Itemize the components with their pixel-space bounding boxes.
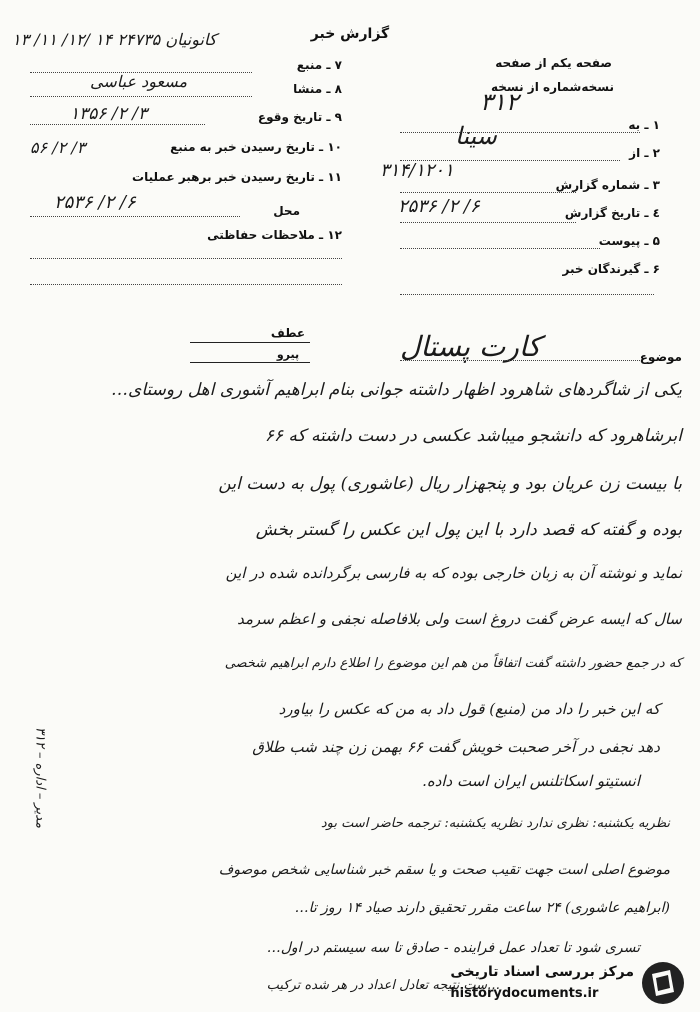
field-5-line [400,248,600,249]
body-line: که این خبر را داد من (منبع) قول داد به من که عکس را بیاورد [278,700,660,718]
body-line: یکی از شاگردهای شاهرود اظهار داشته جوانی بنام ابراهیم آشوری اهل روستای… [111,380,682,400]
field-8-line [30,96,252,97]
field-9-value: ۳/ ۲/ ۱۳۵۶ [70,104,148,124]
report-title: گزارش خبر [310,26,390,42]
body-line: دهد نجفی در آخر صحبت خویش گفت ۶۶ بهمن زن چند شب طلاق [252,738,660,756]
peyro-label: پیرو [276,348,300,361]
field-8-value: مسعود عباسی [90,72,188,91]
body-line: …ست نتیجه تعادل اعداد در هر شده ترکیب [266,978,500,993]
body-line: بوده و گفته که قصد دارد با این پول این عکس را گستر بخش [255,520,682,540]
watermark-line-2: historydocuments.ir [450,986,599,1001]
peyro-line [190,362,310,363]
field-12-label: ۱۲ ـ ملاحظات حفاظتی [207,228,342,242]
subject-line [400,360,640,361]
margin-note-vertical: مدیر – اداره – ۳۱۲ [32,726,48,829]
field-11-label: ۱۱ ـ تاریخ رسیدن خبر برهبر عملیات [132,170,342,184]
field-11-value: ۶/ ۲/ ۲۵۳۶ [54,192,136,213]
field-1-value: ۳۱۲ [480,88,519,116]
body-line: نظریه یکشنبه: نظری ندارد نظریه یکشنبه: ترجمه حاضر است بود [320,816,670,831]
field-8-label: ۸ ـ منشا [293,82,342,96]
source-code-handwriting: کانونیان ۲۴۷۳۵ ۱۴ /۱۲/ ۱۱/ ۱۳ [12,30,217,49]
field-10-label: ۱۰ ـ تاریخ رسیدن خبر به منبع [170,140,342,154]
atf-label: عطف [270,326,306,340]
field-9-line [30,124,205,125]
subject-value: کارت پستال [400,330,541,363]
field-3-value: ۳۱۴/۱۲۰۱ [380,160,454,181]
body-line: که در جمع حضور داشته گفت اتفاقاً من هم این موضوع را اطلاع دارم ابراهیم شخصی [224,656,682,671]
body-line: انستیتو اسکاتلنس ایران است داده. [422,772,640,790]
archive-logo-icon [640,960,686,1006]
body-line: ابرشاهرود که دانشجو میباشد عکسی در دست داشته که ۶۶ [264,426,682,446]
copy-number-label: نسخه‌شماره از نسخه [490,80,614,94]
field-2-value: سینا [455,122,497,150]
watermark-line-1: مرکز بررسی اسناد تاریخی [450,964,634,980]
watermark [450,960,686,1006]
field-7-label: ۷ ـ منبع [296,58,342,72]
field-3-line [400,192,576,193]
subject-label: موضوع [639,350,682,364]
page-count-label: صفحه یکم از صفحه [495,56,612,70]
field-2-label: ۲ ـ از [629,146,660,160]
field-3-label: ۳ ـ شماره گزارش [555,178,660,192]
field-9-label: ۹ ـ تاریخ وقوع [257,110,342,124]
body-line: با بیست زن عریان بود و پنجهزار ریال (عاشوری) پول به دست این [218,474,682,494]
field-11-line [30,216,240,217]
field-12-line-1 [30,258,342,259]
body-line: موضوع اصلی است جهت تقیب صحت و یا سقم خبر شناسایی شخص موصوف [218,862,670,878]
field-location-label: محل [273,204,300,218]
atf-line [190,342,310,343]
field-6-label: ۶ ـ گیرندگان خبر [562,262,660,276]
field-4-value: ۶/ ۲/ ۲۵۳۶ [398,196,480,217]
body-line: سال که ایسه عرض گفت دروغ است ولی بلافاصله نجفی و اعظم سرمد [237,610,682,628]
field-12-line-2 [30,284,342,285]
body-line: نماید و نوشته آن به زبان خارجی بوده که به فارسی برگردانده شده در این [225,564,682,582]
field-10-value: ۳/ ۲/ ۵۶ [30,138,86,157]
field-6-line-1 [400,294,654,295]
field-4-label: ٤ ـ تاریخ گزارش [564,206,660,220]
field-5-label: ۵ ـ پیوست [598,234,660,248]
body-line: تسری شود تا تعداد عمل فراینده - صادق تا سه سیستم در اول… [266,940,640,956]
field-1-line [400,132,640,133]
body-line: (ابراهیم عاشوری) ۲۴ ساعت مقرر تحقیق دارند صیاد ۱۴ روز تا… [294,900,670,916]
field-4-line [400,222,576,223]
field-1-label: ۱ ـ به [628,118,660,132]
